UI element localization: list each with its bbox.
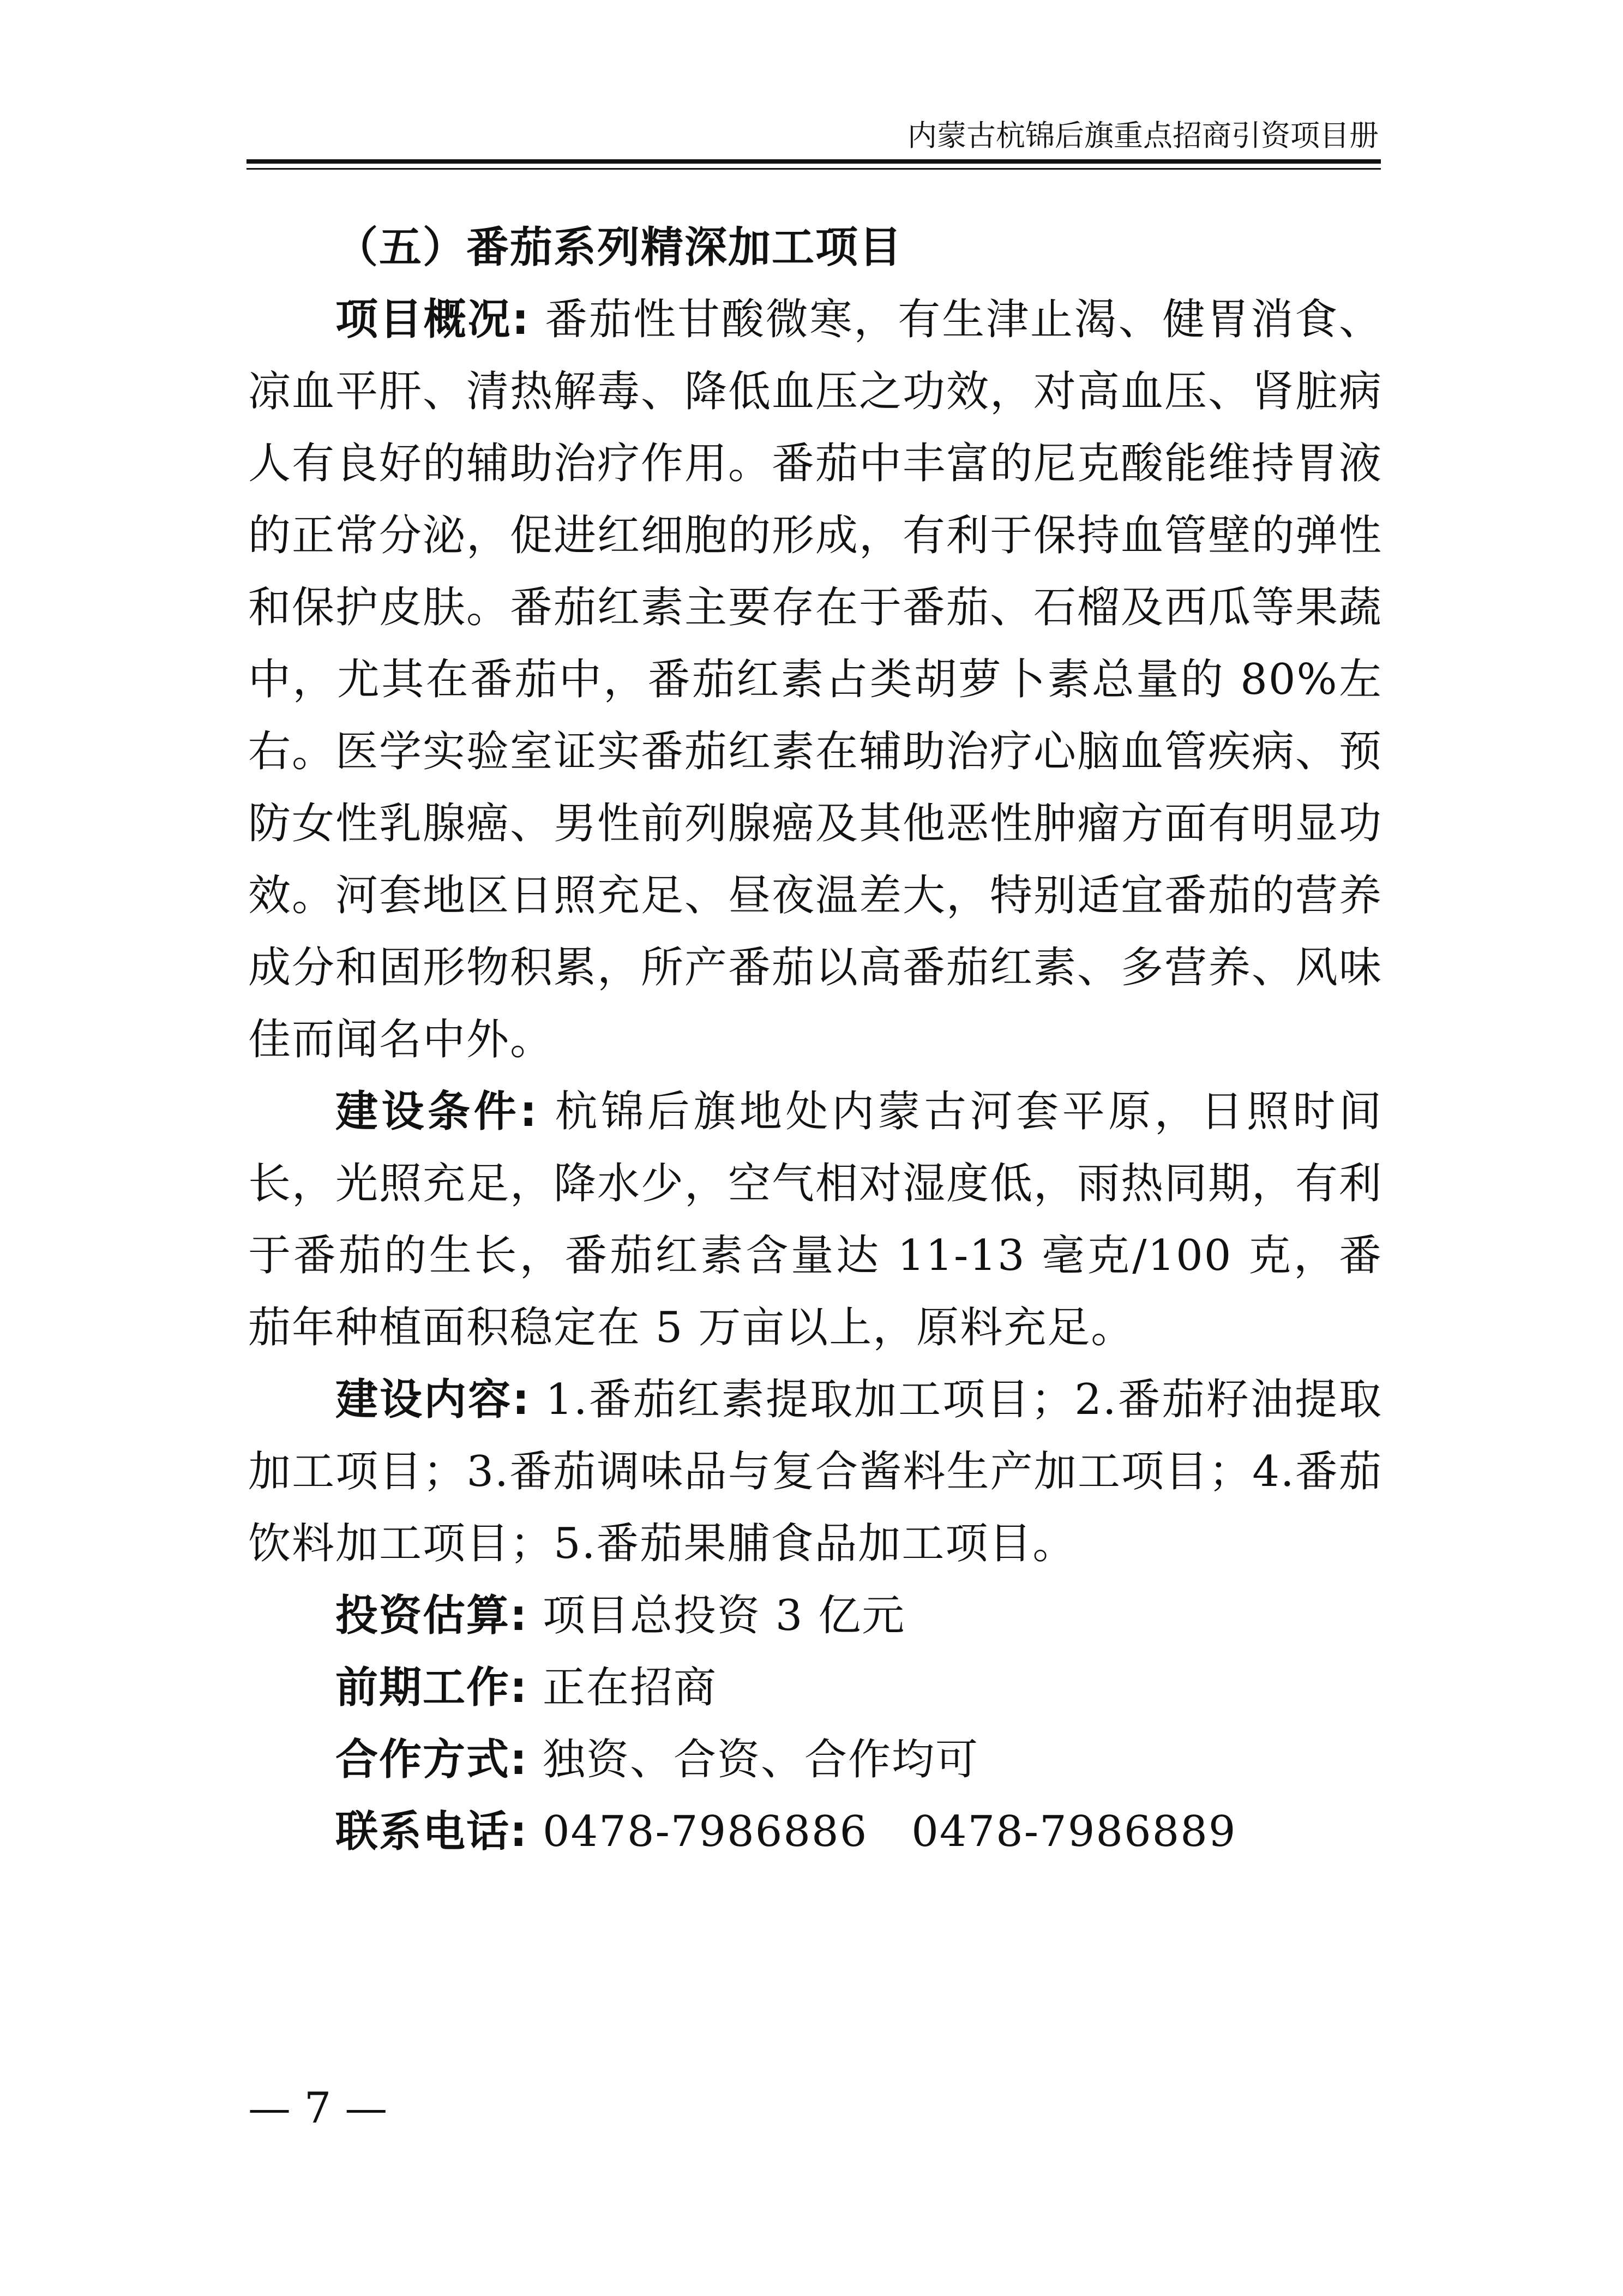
contact-paragraph [248, 1796, 1382, 1868]
contents-label: 建设内容: [335, 1375, 531, 1424]
investment-label: 投资估算: [335, 1591, 528, 1640]
cooperation-text: 独资、合资、合作均可 [543, 1735, 979, 1784]
conditions-label: 建设条件: [335, 1087, 538, 1136]
section-title: （五）番茄系列精深加工项目 [335, 223, 903, 272]
contents-text: 1.番茄红素提取加工项目；2.番茄籽油提取加工项目；3.番茄调味品与复合酱料生产加工项目；4.番茄饮料加工项目；5.番茄果脯食品加工项目。 [248, 1375, 1383, 1568]
section-heading [248, 212, 1382, 284]
overview-paragraph [248, 284, 1382, 1076]
contact-phone-2: 0478-7986889 [911, 1807, 1237, 1856]
conditions-text: 杭锦后旗地处内蒙古河套平原，日照时间长，光照充足，降水少，空气相对湿度低，雨热同期，有利于番茄的生长，番茄红素含量达 11-13 毫克/100 克，番茄年种植面积稳定在 5 万亩以上，原料充足。 [248, 1087, 1383, 1352]
overview-label: 项目概况: [335, 295, 530, 344]
cooperation-paragraph [248, 1724, 1382, 1796]
contact-phone-1: 0478-7986886 [543, 1807, 868, 1856]
preliminary-paragraph [248, 1652, 1382, 1724]
header-rule-thick [247, 159, 1381, 164]
contents-paragraph [248, 1364, 1382, 1580]
investment-text: 项目总投资 3 亿元 [543, 1591, 906, 1640]
conditions-paragraph [248, 1076, 1382, 1364]
header-rule-thin [247, 168, 1381, 170]
contact-label: 联系电话: [335, 1807, 528, 1856]
cooperation-label: 合作方式: [335, 1735, 528, 1784]
page-number: — 7 — [248, 2084, 388, 2133]
document-body [248, 212, 1382, 1868]
overview-text: 番茄性甘酸微寒，有生津止渴、健胃消食、凉血平肝、清热解毒、降低血压之功效，对高血压、肾脏病人有良好的辅助治疗作用。番茄中丰富的尼克酸能维持胃液的正常分泌，促进红细胞的形成，有利于保持血管壁的弹性和保护皮肤。番茄红素主要存在于番茄、石榴及西瓜等果蔬中，尤其在番茄中，番茄红素占类胡萝卜素总量的 80%左右。医学实验室证实番茄红素在辅助治疗心脑血管疾病、预防女性乳腺癌、男性前列腺癌及其他恶性肿瘤方面有明显功效。河套地区日照充足、昼夜温差大，特别适宜番茄的营养成分和固形物积累，所产番茄以高番茄红素、多营养、风味佳而闻名中外。 [248, 295, 1383, 1064]
investment-paragraph [248, 1580, 1382, 1652]
running-header-title: 内蒙古杭锦后旗重点招商引资项目册 [907, 118, 1379, 153]
preliminary-text: 正在招商 [543, 1663, 718, 1712]
preliminary-label: 前期工作: [335, 1663, 528, 1712]
